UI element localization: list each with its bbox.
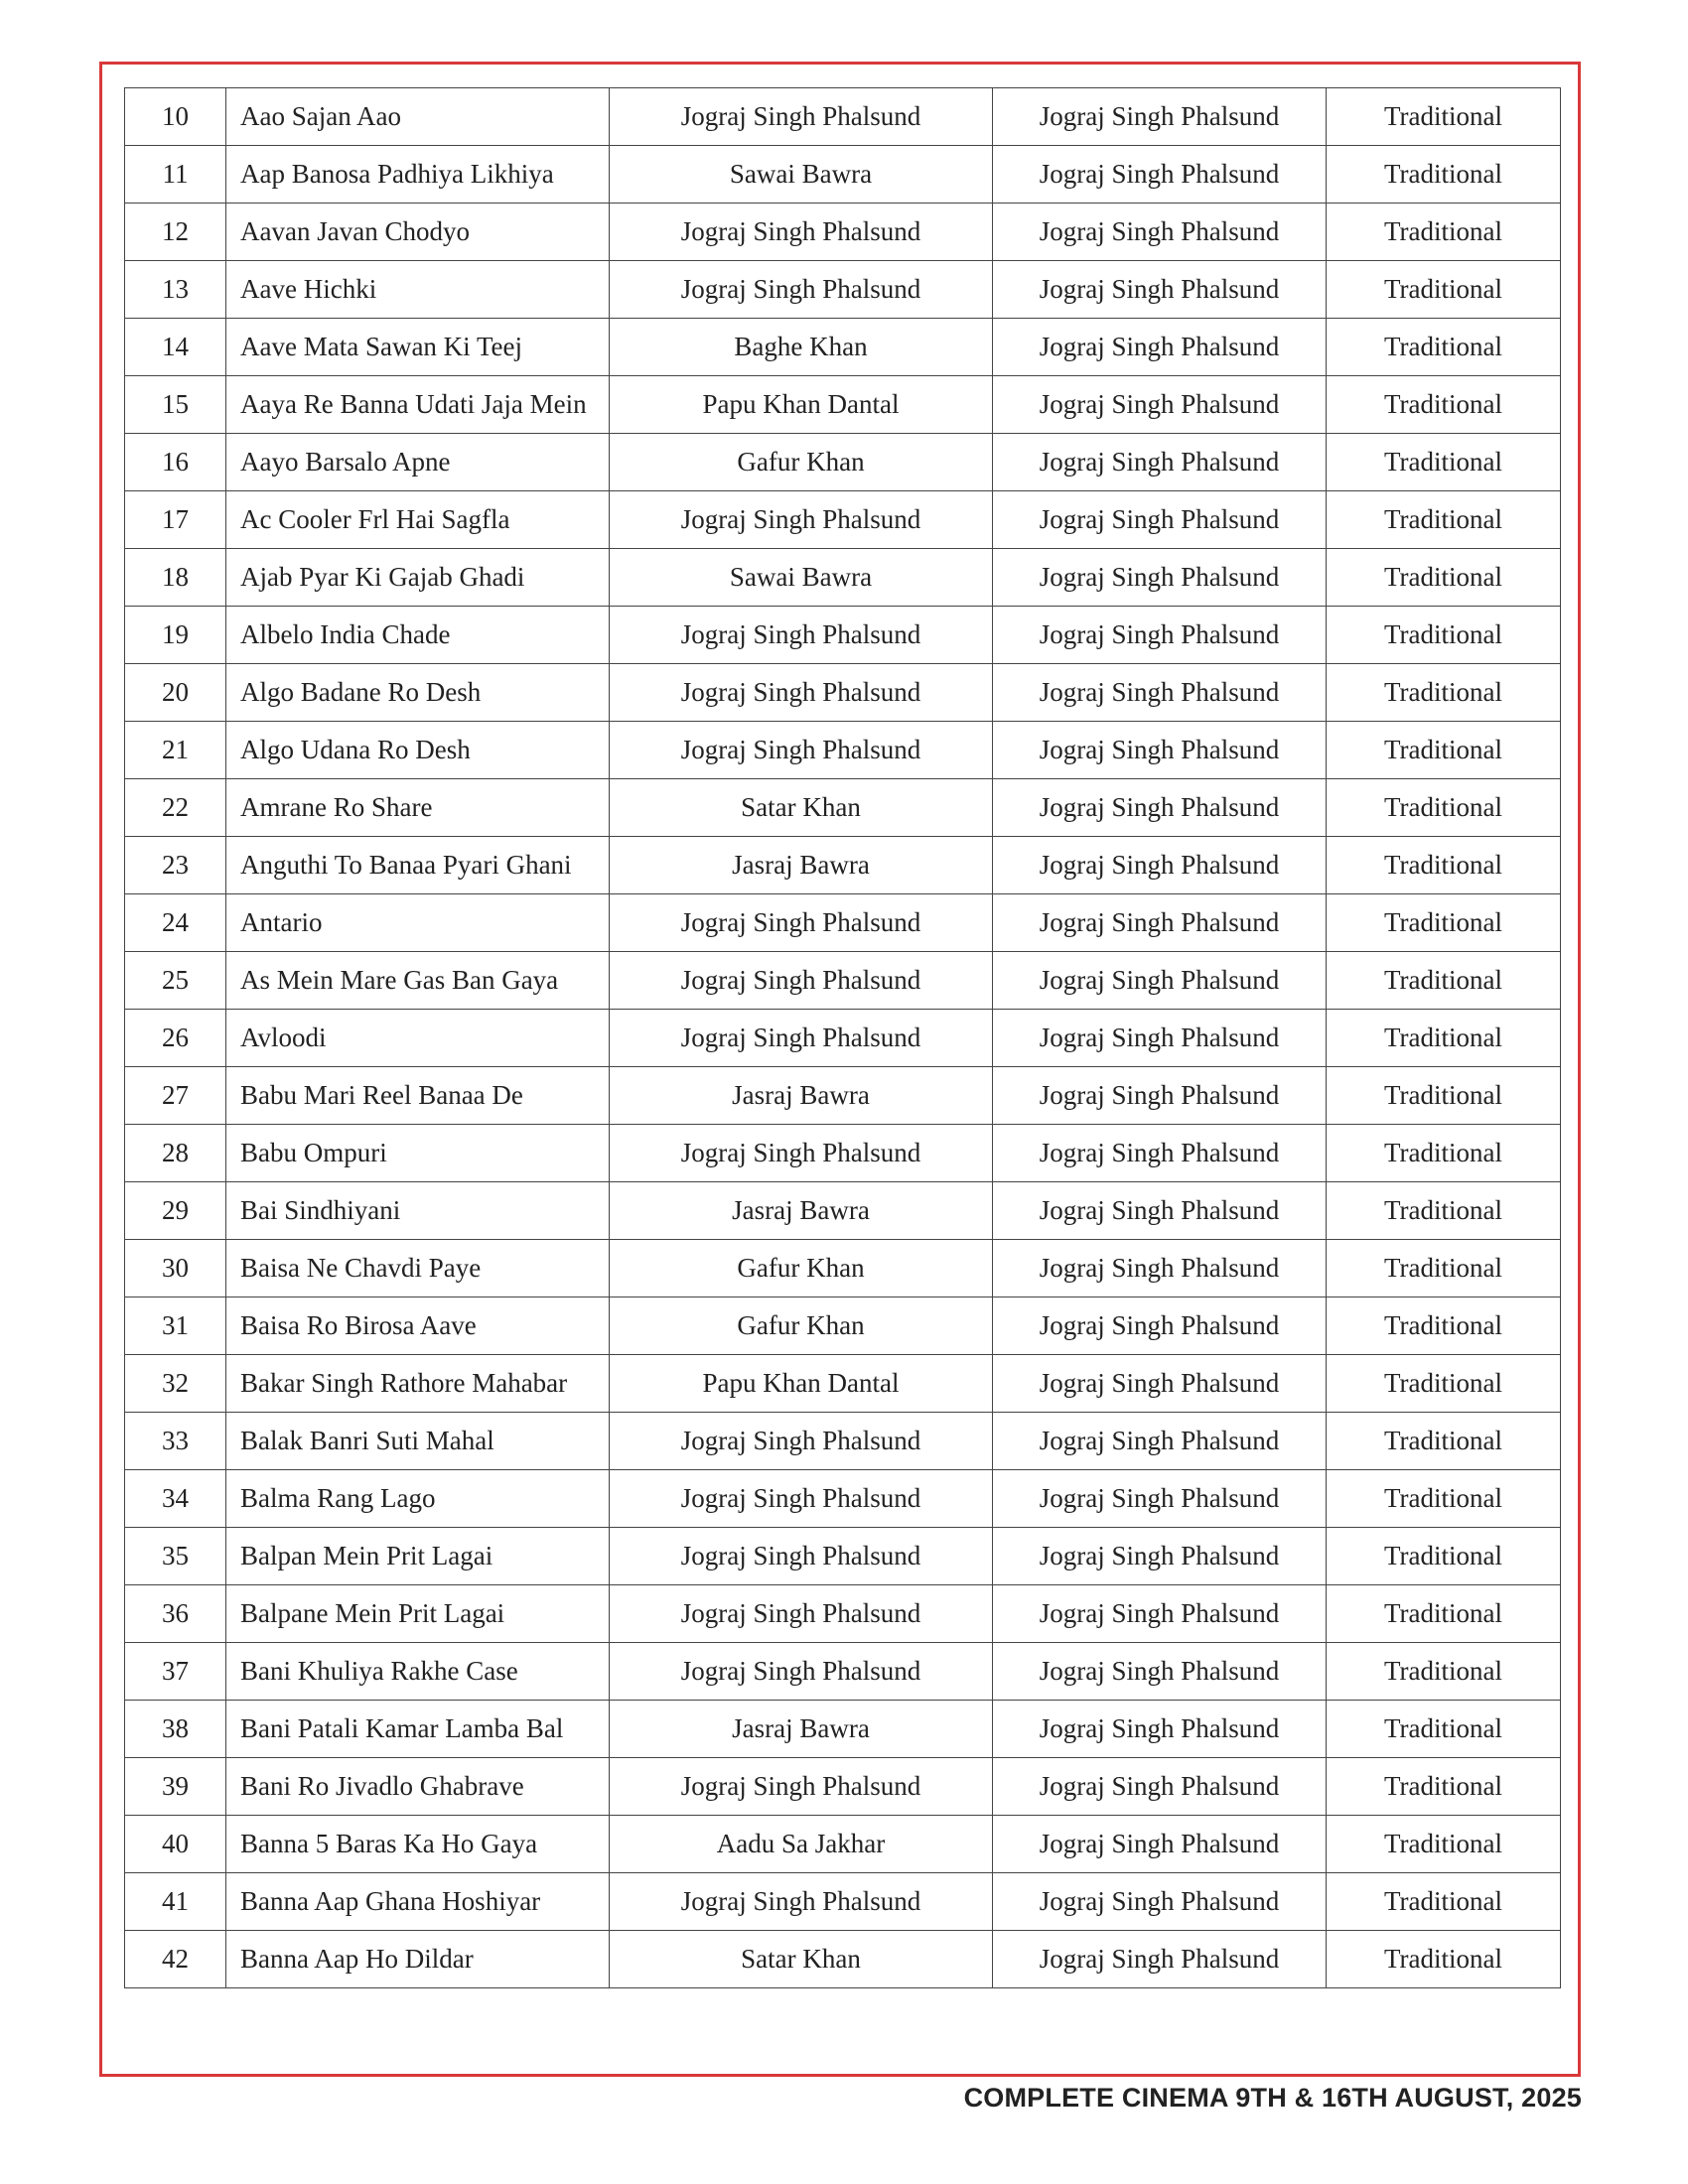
cell-number: 22 (125, 779, 226, 837)
table-row (125, 1470, 1561, 1528)
cell-composer: Jograj Singh Phalsund (993, 1931, 1327, 1988)
cell-song-title: Bani Patali Kamar Lamba Bal (226, 1701, 610, 1758)
cell-lyricist: Traditional (1327, 722, 1561, 779)
cell-song-title: Avloodi (226, 1010, 610, 1067)
cell-composer: Jograj Singh Phalsund (993, 1470, 1327, 1528)
table-row (125, 1297, 1561, 1355)
table-row (125, 894, 1561, 952)
cell-composer: Jograj Singh Phalsund (993, 204, 1327, 261)
cell-singer: Jograj Singh Phalsund (610, 1010, 993, 1067)
cell-composer: Jograj Singh Phalsund (993, 664, 1327, 722)
cell-singer: Jograj Singh Phalsund (610, 664, 993, 722)
table-row (125, 491, 1561, 549)
cell-lyricist: Traditional (1327, 1816, 1561, 1873)
table-row (125, 319, 1561, 376)
cell-singer: Papu Khan Dantal (610, 1355, 993, 1413)
cell-lyricist: Traditional (1327, 607, 1561, 664)
cell-song-title: Balpane Mein Prit Lagai (226, 1585, 610, 1643)
cell-number: 26 (125, 1010, 226, 1067)
cell-lyricist: Traditional (1327, 664, 1561, 722)
table-row (125, 1585, 1561, 1643)
cell-song-title: Aave Mata Sawan Ki Teej (226, 319, 610, 376)
cell-lyricist: Traditional (1327, 204, 1561, 261)
cell-number: 36 (125, 1585, 226, 1643)
cell-number: 19 (125, 607, 226, 664)
cell-lyricist: Traditional (1327, 952, 1561, 1010)
cell-number: 21 (125, 722, 226, 779)
cell-singer: Satar Khan (610, 779, 993, 837)
cell-singer: Jograj Singh Phalsund (610, 88, 993, 146)
cell-composer: Jograj Singh Phalsund (993, 894, 1327, 952)
cell-lyricist: Traditional (1327, 1125, 1561, 1182)
cell-singer: Papu Khan Dantal (610, 376, 993, 434)
cell-song-title: Banna Aap Ghana Hoshiyar (226, 1873, 610, 1931)
cell-number: 29 (125, 1182, 226, 1240)
cell-singer: Jasraj Bawra (610, 1701, 993, 1758)
cell-number: 16 (125, 434, 226, 491)
cell-number: 41 (125, 1873, 226, 1931)
table-row (125, 1643, 1561, 1701)
song-table (124, 87, 1561, 1988)
cell-number: 32 (125, 1355, 226, 1413)
cell-song-title: Balak Banri Suti Mahal (226, 1413, 610, 1470)
cell-number: 37 (125, 1643, 226, 1701)
cell-singer: Jograj Singh Phalsund (610, 204, 993, 261)
cell-lyricist: Traditional (1327, 88, 1561, 146)
cell-lyricist: Traditional (1327, 434, 1561, 491)
cell-song-title: Aap Banosa Padhiya Likhiya (226, 146, 610, 204)
cell-composer: Jograj Singh Phalsund (993, 1816, 1327, 1873)
table-row (125, 1010, 1561, 1067)
cell-song-title: Aao Sajan Aao (226, 88, 610, 146)
cell-singer: Baghe Khan (610, 319, 993, 376)
cell-number: 28 (125, 1125, 226, 1182)
cell-singer: Jograj Singh Phalsund (610, 491, 993, 549)
table-row (125, 261, 1561, 319)
cell-lyricist: Traditional (1327, 376, 1561, 434)
cell-song-title: Baisa Ne Chavdi Paye (226, 1240, 610, 1297)
cell-singer: Jograj Singh Phalsund (610, 1585, 993, 1643)
table-row (125, 722, 1561, 779)
cell-song-title: Banna 5 Baras Ka Ho Gaya (226, 1816, 610, 1873)
cell-number: 39 (125, 1758, 226, 1816)
cell-number: 30 (125, 1240, 226, 1297)
cell-lyricist: Traditional (1327, 1010, 1561, 1067)
cell-lyricist: Traditional (1327, 1067, 1561, 1125)
table-row (125, 1816, 1561, 1873)
cell-song-title: Aaya Re Banna Udati Jaja Mein (226, 376, 610, 434)
cell-lyricist: Traditional (1327, 1470, 1561, 1528)
cell-singer: Jograj Singh Phalsund (610, 952, 993, 1010)
cell-lyricist: Traditional (1327, 146, 1561, 204)
cell-song-title: Aayo Barsalo Apne (226, 434, 610, 491)
cell-composer: Jograj Singh Phalsund (993, 779, 1327, 837)
table-row (125, 88, 1561, 146)
cell-lyricist: Traditional (1327, 1701, 1561, 1758)
cell-singer: Jasraj Bawra (610, 1067, 993, 1125)
cell-lyricist: Traditional (1327, 319, 1561, 376)
cell-lyricist: Traditional (1327, 491, 1561, 549)
cell-composer: Jograj Singh Phalsund (993, 376, 1327, 434)
cell-number: 34 (125, 1470, 226, 1528)
cell-singer: Jograj Singh Phalsund (610, 894, 993, 952)
table-row (125, 1758, 1561, 1816)
table-row (125, 376, 1561, 434)
cell-singer: Jasraj Bawra (610, 1182, 993, 1240)
cell-number: 15 (125, 376, 226, 434)
cell-song-title: Banna Aap Ho Dildar (226, 1931, 610, 1988)
cell-number: 40 (125, 1816, 226, 1873)
cell-lyricist: Traditional (1327, 261, 1561, 319)
cell-lyricist: Traditional (1327, 1182, 1561, 1240)
cell-number: 27 (125, 1067, 226, 1125)
cell-number: 11 (125, 146, 226, 204)
cell-singer: Jograj Singh Phalsund (610, 1413, 993, 1470)
table-row (125, 1931, 1561, 1988)
table-row (125, 1240, 1561, 1297)
cell-composer: Jograj Singh Phalsund (993, 1873, 1327, 1931)
table-row (125, 1125, 1561, 1182)
cell-composer: Jograj Singh Phalsund (993, 1240, 1327, 1297)
cell-number: 31 (125, 1297, 226, 1355)
cell-composer: Jograj Singh Phalsund (993, 434, 1327, 491)
cell-singer: Jograj Singh Phalsund (610, 1528, 993, 1585)
cell-number: 13 (125, 261, 226, 319)
table-row (125, 664, 1561, 722)
cell-song-title: As Mein Mare Gas Ban Gaya (226, 952, 610, 1010)
cell-singer: Jograj Singh Phalsund (610, 1125, 993, 1182)
cell-singer: Satar Khan (610, 1931, 993, 1988)
cell-number: 12 (125, 204, 226, 261)
cell-composer: Jograj Singh Phalsund (993, 1643, 1327, 1701)
cell-singer: Jograj Singh Phalsund (610, 261, 993, 319)
cell-composer: Jograj Singh Phalsund (993, 1010, 1327, 1067)
cell-composer: Jograj Singh Phalsund (993, 1355, 1327, 1413)
cell-lyricist: Traditional (1327, 1355, 1561, 1413)
cell-composer: Jograj Singh Phalsund (993, 837, 1327, 894)
cell-song-title: Bani Khuliya Rakhe Case (226, 1643, 610, 1701)
cell-lyricist: Traditional (1327, 1413, 1561, 1470)
cell-lyricist: Traditional (1327, 1528, 1561, 1585)
cell-number: 35 (125, 1528, 226, 1585)
cell-song-title: Balpan Mein Prit Lagai (226, 1528, 610, 1585)
cell-song-title: Babu Ompuri (226, 1125, 610, 1182)
table-row (125, 607, 1561, 664)
cell-song-title: Algo Udana Ro Desh (226, 722, 610, 779)
cell-composer: Jograj Singh Phalsund (993, 1701, 1327, 1758)
table-row (125, 434, 1561, 491)
cell-composer: Jograj Singh Phalsund (993, 88, 1327, 146)
table-row (125, 1701, 1561, 1758)
cell-singer: Gafur Khan (610, 434, 993, 491)
table-row (125, 837, 1561, 894)
cell-song-title: Bani Ro Jivadlo Ghabrave (226, 1758, 610, 1816)
table-row (125, 1182, 1561, 1240)
cell-lyricist: Traditional (1327, 894, 1561, 952)
cell-song-title: Bakar Singh Rathore Mahabar (226, 1355, 610, 1413)
cell-number: 23 (125, 837, 226, 894)
cell-composer: Jograj Singh Phalsund (993, 1528, 1327, 1585)
cell-number: 33 (125, 1413, 226, 1470)
cell-song-title: Albelo India Chade (226, 607, 610, 664)
cell-number: 17 (125, 491, 226, 549)
table-row (125, 146, 1561, 204)
table-row (125, 204, 1561, 261)
cell-number: 20 (125, 664, 226, 722)
cell-lyricist: Traditional (1327, 1643, 1561, 1701)
cell-singer: Jograj Singh Phalsund (610, 1758, 993, 1816)
cell-song-title: Babu Mari Reel Banaa De (226, 1067, 610, 1125)
cell-lyricist: Traditional (1327, 1585, 1561, 1643)
cell-composer: Jograj Singh Phalsund (993, 146, 1327, 204)
cell-lyricist: Traditional (1327, 1758, 1561, 1816)
cell-singer: Jograj Singh Phalsund (610, 1643, 993, 1701)
cell-composer: Jograj Singh Phalsund (993, 1585, 1327, 1643)
cell-composer: Jograj Singh Phalsund (993, 1758, 1327, 1816)
cell-singer: Jasraj Bawra (610, 837, 993, 894)
table-row (125, 952, 1561, 1010)
cell-song-title: Anguthi To Banaa Pyari Ghani (226, 837, 610, 894)
cell-song-title: Ajab Pyar Ki Gajab Ghadi (226, 549, 610, 607)
cell-composer: Jograj Singh Phalsund (993, 952, 1327, 1010)
cell-lyricist: Traditional (1327, 1873, 1561, 1931)
cell-composer: Jograj Singh Phalsund (993, 1413, 1327, 1470)
cell-composer: Jograj Singh Phalsund (993, 722, 1327, 779)
cell-song-title: Aavan Javan Chodyo (226, 204, 610, 261)
cell-lyricist: Traditional (1327, 549, 1561, 607)
cell-number: 42 (125, 1931, 226, 1988)
cell-number: 18 (125, 549, 226, 607)
cell-singer: Jograj Singh Phalsund (610, 1470, 993, 1528)
cell-composer: Jograj Singh Phalsund (993, 261, 1327, 319)
cell-singer: Jograj Singh Phalsund (610, 1873, 993, 1931)
cell-singer: Gafur Khan (610, 1240, 993, 1297)
cell-number: 24 (125, 894, 226, 952)
cell-number: 38 (125, 1701, 226, 1758)
cell-lyricist: Traditional (1327, 779, 1561, 837)
cell-song-title: Ac Cooler Frl Hai Sagfla (226, 491, 610, 549)
cell-composer: Jograj Singh Phalsund (993, 491, 1327, 549)
cell-composer: Jograj Singh Phalsund (993, 1067, 1327, 1125)
cell-lyricist: Traditional (1327, 1297, 1561, 1355)
cell-composer: Jograj Singh Phalsund (993, 1125, 1327, 1182)
table-row (125, 549, 1561, 607)
cell-number: 25 (125, 952, 226, 1010)
cell-singer: Sawai Bawra (610, 549, 993, 607)
cell-singer: Aadu Sa Jakhar (610, 1816, 993, 1873)
cell-composer: Jograj Singh Phalsund (993, 319, 1327, 376)
cell-song-title: Baisa Ro Birosa Aave (226, 1297, 610, 1355)
cell-composer: Jograj Singh Phalsund (993, 549, 1327, 607)
cell-lyricist: Traditional (1327, 1240, 1561, 1297)
cell-composer: Jograj Singh Phalsund (993, 1297, 1327, 1355)
table-row (125, 1413, 1561, 1470)
footer-publication-line: COMPLETE CINEMA 9TH & 16TH AUGUST, 2025 (963, 2083, 1582, 2113)
table-body (125, 88, 1561, 1988)
cell-song-title: Bai Sindhiyani (226, 1182, 610, 1240)
cell-song-title: Amrane Ro Share (226, 779, 610, 837)
cell-lyricist: Traditional (1327, 1931, 1561, 1988)
cell-song-title: Algo Badane Ro Desh (226, 664, 610, 722)
table-row (125, 1873, 1561, 1931)
table-row (125, 1528, 1561, 1585)
cell-singer: Jograj Singh Phalsund (610, 607, 993, 664)
cell-composer: Jograj Singh Phalsund (993, 1182, 1327, 1240)
cell-number: 10 (125, 88, 226, 146)
table-row (125, 779, 1561, 837)
cell-song-title: Antario (226, 894, 610, 952)
table-row (125, 1067, 1561, 1125)
cell-number: 14 (125, 319, 226, 376)
cell-singer: Gafur Khan (610, 1297, 993, 1355)
table-row (125, 1355, 1561, 1413)
cell-song-title: Aave Hichki (226, 261, 610, 319)
cell-lyricist: Traditional (1327, 837, 1561, 894)
cell-singer: Jograj Singh Phalsund (610, 722, 993, 779)
cell-composer: Jograj Singh Phalsund (993, 607, 1327, 664)
cell-song-title: Balma Rang Lago (226, 1470, 610, 1528)
cell-singer: Sawai Bawra (610, 146, 993, 204)
